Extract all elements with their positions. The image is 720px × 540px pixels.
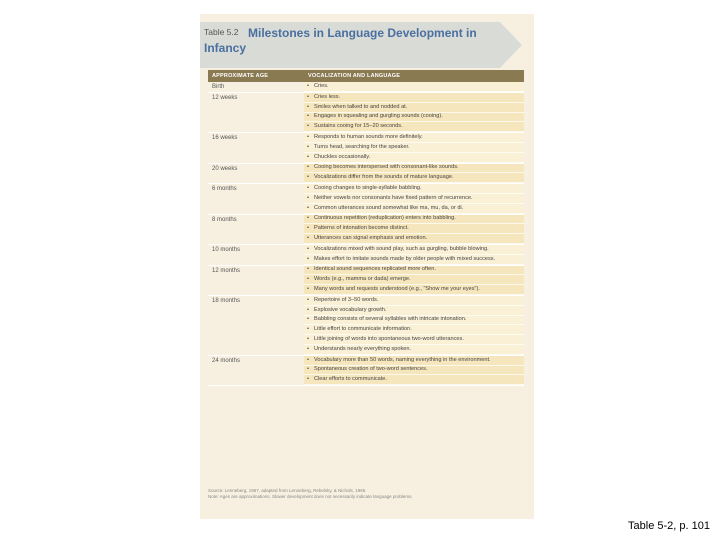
milestone-item: • Spontaneous creation of two-word sentences.: [304, 366, 524, 376]
milestone-item: • Vocabulary more than 50 words, naming everything in the environment.: [304, 356, 524, 366]
milestone-list: [304, 133, 524, 162]
milestone-item: • Identical sound sequences replicated more often.: [304, 266, 524, 276]
milestone-item: • Patterns of intonation become distinct.: [304, 224, 524, 234]
milestone-item: • Understands nearly everything spoken.: [304, 345, 524, 355]
source-note: Source: Lenneberg, 1967, adapted from Lenneberg, Rebelsky, & Nichols, 1965.: [208, 488, 367, 493]
milestone-item: • Explosive vocabulary growth.: [304, 306, 524, 316]
milestone-item: • Cries.: [304, 82, 524, 92]
age-cell: Birth: [208, 82, 304, 92]
slide-caption: Table 5-2, p. 101: [628, 520, 710, 532]
milestone-item: • Utterances can signal emphasis and emotion.: [304, 234, 524, 244]
textbook-page: [200, 14, 534, 519]
table-row: [208, 266, 524, 296]
milestone-item: • Repertoire of 3–50 words.: [304, 296, 524, 306]
age-cell: 8 months: [208, 215, 304, 244]
table-title: [204, 26, 494, 56]
milestone-item: • Continuous repetition (reduplication) enters into babbling.: [304, 215, 524, 225]
milestone-list: [304, 296, 524, 355]
milestone-list: [304, 266, 524, 295]
milestone-item: • Makes effort to imitate sounds made by older people with mixed success.: [304, 255, 524, 265]
milestone-item: • Vocalizations mixed with sound play, such as gurgling, bubble blowing.: [304, 245, 524, 255]
age-cell: 18 months: [208, 296, 304, 355]
milestone-item: • Many words and requests understood (e.g., "Show me your eyes").: [304, 285, 524, 295]
milestone-list: [304, 215, 524, 244]
table-row: [208, 133, 524, 163]
table-title-text: Milestones in Language Development in Infancy: [204, 26, 477, 55]
table-notes: [208, 488, 524, 500]
milestone-list: [304, 82, 524, 92]
table-row: [208, 82, 524, 93]
milestone-item: • Turns head, searching for the speaker.: [304, 143, 524, 153]
table-row: [208, 93, 524, 133]
milestone-item: • Words (e.g., mamma or dada) emerge.: [304, 275, 524, 285]
milestone-list: [304, 93, 524, 132]
milestone-item: • Neither vowels nor consonants have fixed pattern of recurrence.: [304, 194, 524, 204]
table-row: [208, 164, 524, 185]
header-age: APPROXIMATE AGE: [212, 73, 269, 79]
milestone-item: • Sustains cooing for 15–20 seconds.: [304, 122, 524, 132]
age-cell: 20 weeks: [208, 164, 304, 184]
milestones-table: [208, 70, 524, 386]
age-cell: 16 weeks: [208, 133, 304, 162]
table-header: [208, 70, 524, 82]
milestone-list: [304, 356, 524, 385]
milestone-item: • Little joining of words into spontaneous two-word utterances.: [304, 335, 524, 345]
milestone-list: [304, 245, 524, 265]
age-cell: 24 months: [208, 356, 304, 385]
header-vocalization: VOCALIZATION AND LANGUAGE: [308, 73, 401, 79]
table-row: [208, 296, 524, 356]
milestone-item: • Common utterances sound somewhat like ma, mu, da, or di.: [304, 204, 524, 214]
milestone-item: • Cooing changes to single-syllable babbling.: [304, 184, 524, 194]
milestone-item: • Clear efforts to communicate.: [304, 375, 524, 385]
table-row: [208, 215, 524, 245]
note: Note: Ages are approximations. Slower development does not necessarily indicate language problems.: [208, 494, 413, 499]
table-row: [208, 184, 524, 214]
age-cell: 12 months: [208, 266, 304, 295]
milestone-item: • Smiles when talked to and nodded at.: [304, 103, 524, 113]
table-row: [208, 356, 524, 386]
age-cell: 6 months: [208, 184, 304, 213]
milestone-item: • Little effort to communicate information.: [304, 325, 524, 335]
milestone-list: [304, 184, 524, 213]
table-number: Table 5.2: [204, 27, 239, 37]
table-body: [208, 82, 524, 386]
milestone-item: • Babbling consists of several syllables with intricate intonation.: [304, 316, 524, 326]
age-cell: 12 weeks: [208, 93, 304, 132]
table-row: [208, 245, 524, 266]
milestone-item: • Cooing becomes interspersed with consonant-like sounds.: [304, 164, 524, 174]
title-banner-arrow: [500, 22, 522, 68]
milestone-item: • Chuckles occasionally.: [304, 153, 524, 163]
milestone-item: • Cries less.: [304, 93, 524, 103]
age-cell: 10 months: [208, 245, 304, 265]
milestone-list: [304, 164, 524, 184]
milestone-item: • Responds to human sounds more definitely.: [304, 133, 524, 143]
milestone-item: • Engages in squealing and gurgling sounds (cooing).: [304, 113, 524, 123]
milestone-item: • Vocalizations differ from the sounds of mature language.: [304, 173, 524, 183]
